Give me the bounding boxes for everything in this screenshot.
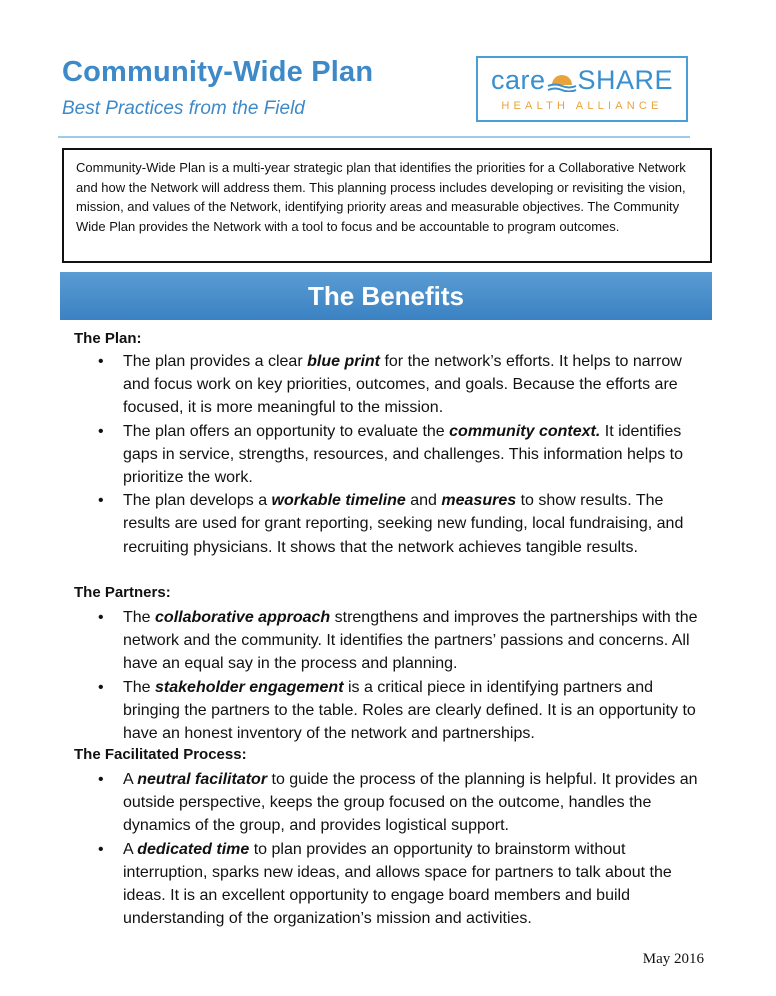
section-heading-facilitated-process: The Facilitated Process: (74, 746, 247, 763)
list-item: • The stakeholder engagement is a critical piece in identifying partners and bringing the partners to the table. Roles are clearly defined. It is an opportunity to have an honest inventory of the network and partnerships. (96, 676, 700, 746)
keyword: community context. (449, 422, 601, 440)
keyword: dedicated time (137, 840, 250, 858)
list-item: • A dedicated time to plan provides an opportunity to brainstorm without interruption, sparks new ideas, and allows space for partners to talk about the ideas. It is an excellent opportunity to engage board members and build understanding of the organization’s mission and activities. (96, 838, 700, 931)
sunrise-icon (547, 72, 577, 92)
process-bullet-list (96, 768, 700, 930)
header-divider (58, 136, 690, 138)
section-heading-plan: The Plan: (74, 330, 142, 347)
keyword: blue print (307, 353, 380, 370)
careshare-logo (476, 56, 688, 122)
intro-text: Community-Wide Plan is a multi-year strategic plan that identifies the priorities for a Collaborative Network and how the Network will address them. This planning process includes developing or revisiting the vision, mission, and values of the Network, identifying priority areas and measurable objectives. The Community Wide Plan provides the Network with a tool to focus and be accountable to program outcomes. (76, 160, 686, 235)
keyword: workable timeline (271, 492, 406, 510)
list-item: • The plan develops a workable timeline and measures to show results. The results are used for grant reporting, seeking new funding, local fundraising, and recruiting physicians. It shows that the network achieves tangible results. (96, 489, 700, 559)
logo-tagline: HEALTH ALLIANCE (501, 100, 663, 112)
logo-word-left: care (490, 65, 546, 95)
section-heading-partners: The Partners: (74, 584, 171, 601)
plan-bullet-list (96, 350, 700, 559)
keyword: stakeholder engagement (155, 678, 344, 696)
keyword: measures (441, 492, 517, 510)
keyword: neutral facilitator (137, 771, 268, 788)
list-item: • A neutral facilitator to guide the process of the planning is helpful. It provides an outside perspective, keeps the group focused on the outcome, handles the dynamics of the group, and provides logistical support. (96, 768, 700, 838)
list-item: • The collaborative approach strengthens and improves the partnerships with the network and the community. It identifies the partners’ passions and concerns. All have an equal say in the process and planning. (96, 606, 700, 676)
partners-bullet-list (96, 606, 700, 745)
footer-date: May 2016 (642, 951, 704, 967)
benefits-banner: The Benefits (60, 272, 712, 320)
page-title: Community-Wide Plan (62, 56, 374, 88)
logo-word-right: SHARE (577, 65, 674, 95)
keyword: collaborative approach (155, 609, 331, 626)
list-item: • The plan provides a clear blue print for the network’s efforts. It helps to narrow and focus work on key priorities, outcomes, and goals. Because the efforts are focused, it is more meaningful to the mission. (96, 350, 700, 420)
page-subtitle: Best Practices from the Field (62, 98, 305, 119)
intro-box (62, 148, 712, 263)
list-item: • The plan offers an opportunity to evaluate the community context. It identifies gaps in service, strengths, resources, and challenges. This information helps to prioritize the work. (96, 420, 700, 490)
logo-wordmark (478, 65, 686, 96)
